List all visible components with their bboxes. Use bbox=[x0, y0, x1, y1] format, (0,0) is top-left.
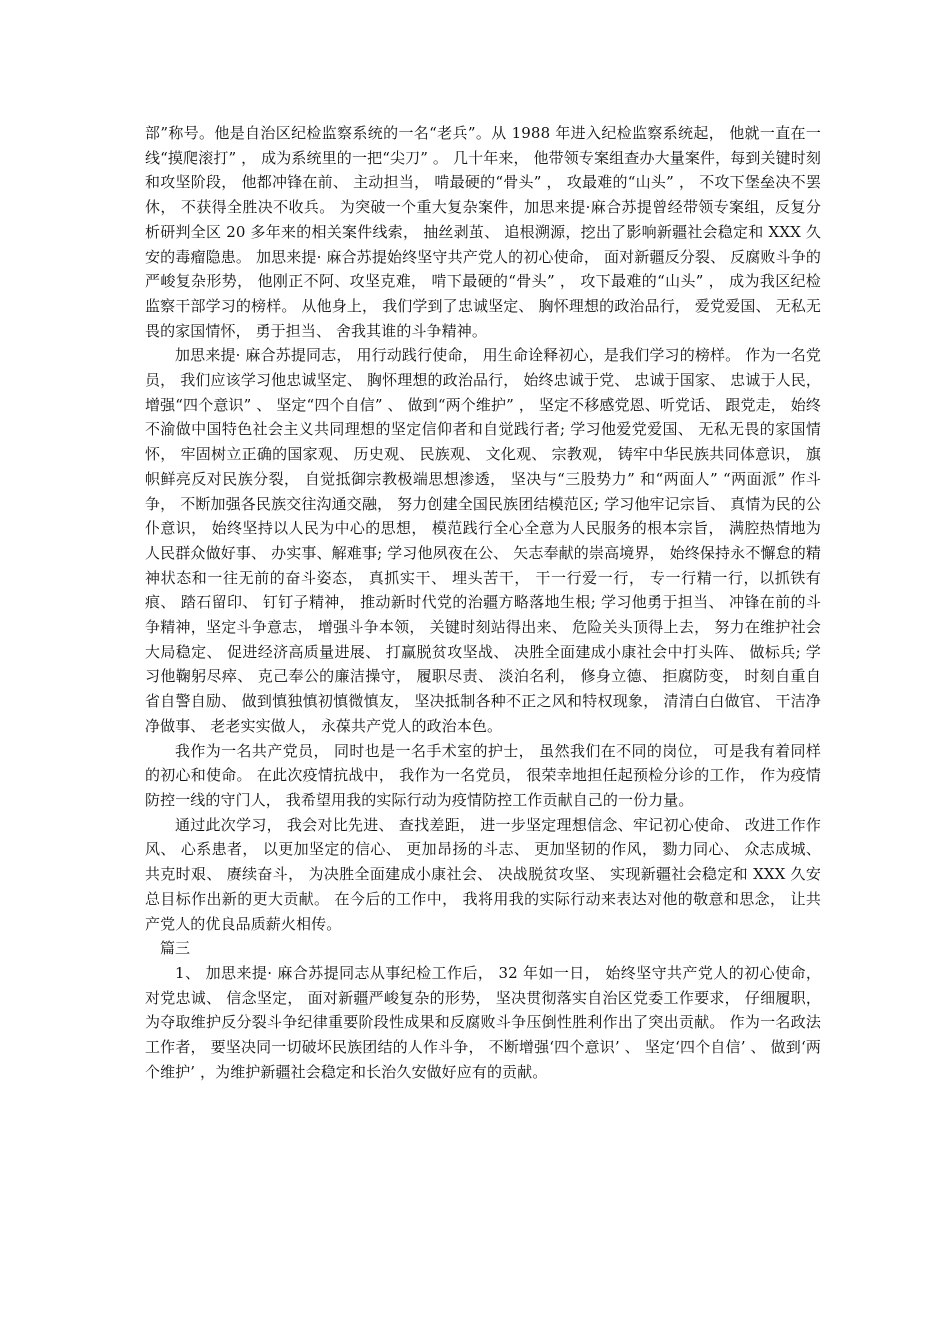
section-heading: 篇三 bbox=[160, 939, 191, 958]
paragraph-personal-role: 我作为一名共产党员， 同时也是一名手术室的护士， 虽然我们在不同的岗位， 可是我有着同样的初心和使命。 在此次疫情抗战中， 我作为一名党员， 很荣幸地担任起预检分诊的工作， 作为疫情防控一线的守门人， 我希望用我的实际行动为疫情防控工作贡献自己的一份力量。 bbox=[145, 741, 821, 809]
paragraph-study-conclusion: 通过此次学习， 我会对比先进、 查找差距， 进一步坚定理想信念、牢记初心使命、 改进工作作风、 心系患者， 以更加坚定的信心、 更加昂扬的斗志、 更加坚韧的作风， 勠力同心、 众志成城、 共克时艰、 赓续奋斗， 为决胜全面建成小康社会、 决战脱贫攻坚、 实现新疆社会稳定和 XXX 久安总目标作出新的更大贡献。 在今后的工作中， 我将用我的实际行动来表达对他的敬意和思念， 让共产党人的优良品质薪火相传。 bbox=[145, 815, 821, 933]
paragraph-continuation: 部”称号。他是自治区纪检监察系统的一名“老兵”。从 1988 年进入纪检监察系统起， 他就一直在一线“摸爬滚打” ， 成为系统里的一把“尖刀” 。 几十年来， 他带领专案组查办大量案件，每到关键时刻和攻坚阶段， 他都冲锋在前、 主动担当， 啃最硬的“骨头” ， 攻最难的“山头” ， 不攻下堡垒决不罢休， 不获得全胜决不收兵。 为突破一个重大复杂案件，加思来提·麻合苏提曾经带领专案组，反复分析研判全区 20 多年来的相关案件线索， 抽丝剥茧、 追根溯源，挖出了影响新疆社会稳定和 XXX 久安的毒瘤隐患。 加思来提· 麻合苏提始终坚守共产党人的初心使命， 面对新疆反分裂、 反腐败斗争的严峻复杂形势， 他刚正不阿、攻坚克难， 啃下最硬的“骨头” ， 攻下最难的“山头” ， 成为我区纪检监察干部学习的榜样。 从他身上， 我们学到了忠诚坚定、 胸怀理想的政治品行， 爱党爱国、 无私无畏的家国情怀， 勇于担当、 舍我其谁的斗争精神。 bbox=[145, 124, 821, 340]
paragraph-learning-example: 加思来提· 麻合苏提同志， 用行动践行使命， 用生命诠释初心，是我们学习的榜样。 作为一名党员， 我们应该学习他忠诚坚定、 胸怀理想的政治品行， 始终忠诚于党、 忠诚于国家、 忠诚于人民， 增强“四个意识” 、 坚定“四个自信” 、 做到“两个维护” ， 坚定不移感党恩、听党话、 跟党走， 始终不渝做中国特色社会主义共同理想的坚定信仰者和自觉践行者; 学习他爱党爱国、 无私无畏的家国情怀， 牢固树立正确的国家观、 历史观、 民族观、 文化观、 宗教观， 铸牢中华民族共同体意识， 旗帜鲜亮反对民族分裂， 自觉抵御宗教极端思想渗透， 坚决与“三股势力” 和“两面人” “两面派” 作斗争， 不断加强各民族交往沟通交融， 努力创建全国民族团结模范区; 学习他牢记宗旨、 真情为民的公仆意识， 始终坚持以人民为中心的思想， 模范践行全心全意为人民服务的根本宗旨， 满腔热情地为人民群众做好事、 办实事、解难事; 学习他夙夜在公、 矢志奉献的崇高境界， 始终保持永不懈怠的精神状态和一往无前的奋斗姿态， 真抓实干、 埋头苦干， 干一行爱一行， 专一行精一行，以抓铁有痕、 踏石留印、 钉钉子精神， 推动新时代党的治疆方略落地生根; 学习他勇于担当、 冲锋在前的斗争精神，坚定斗争意志， 增强斗争本领， 关键时刻站得出来、 危险关头顶得上去， 努力在维护社会大局稳定、 促进经济高质量进展、 打赢脱贫攻坚战、 决胜全面建成小康社会中打头阵、 做标兵; 学习他鞠躬尽瘁、 克己奉公的廉洁操守， 履职尽责、 淡泊名利， 修身立德、 拒腐防变， 时刻自重自省自警自励、 做到慎独慎初慎微慎友， 坚决抵制各种不正之风和特权现象， 清清白白做官、 干洁净净做事、 老老实实做人， 永葆共产党人的政治本色。 bbox=[145, 346, 821, 735]
document-page bbox=[145, 121, 821, 1084]
paragraph-numbered-item: 1、 加思来提· 麻合苏提同志从事纪检工作后， 32 年如一日， 始终坚守共产党人的初心使命， 对党忠诚、 信念坚定， 面对新疆严峻复杂的形势， 坚决贯彻落实自治区党委工作要求， 仔细履职， 为夺取维护反分裂斗争纪律重要阶段性成果和反腐败斗争压倒性胜利作出了突出贡献。 作为一名政法工作者， 要坚决同一切破坏民族团结的人作斗争， 不断增强‘四个意识’ 、 坚定‘四个自信’ 、 做到‘两个维护’ ，为维护新疆社会稳定和长治久安做好应有的贡献。 bbox=[145, 963, 821, 1081]
